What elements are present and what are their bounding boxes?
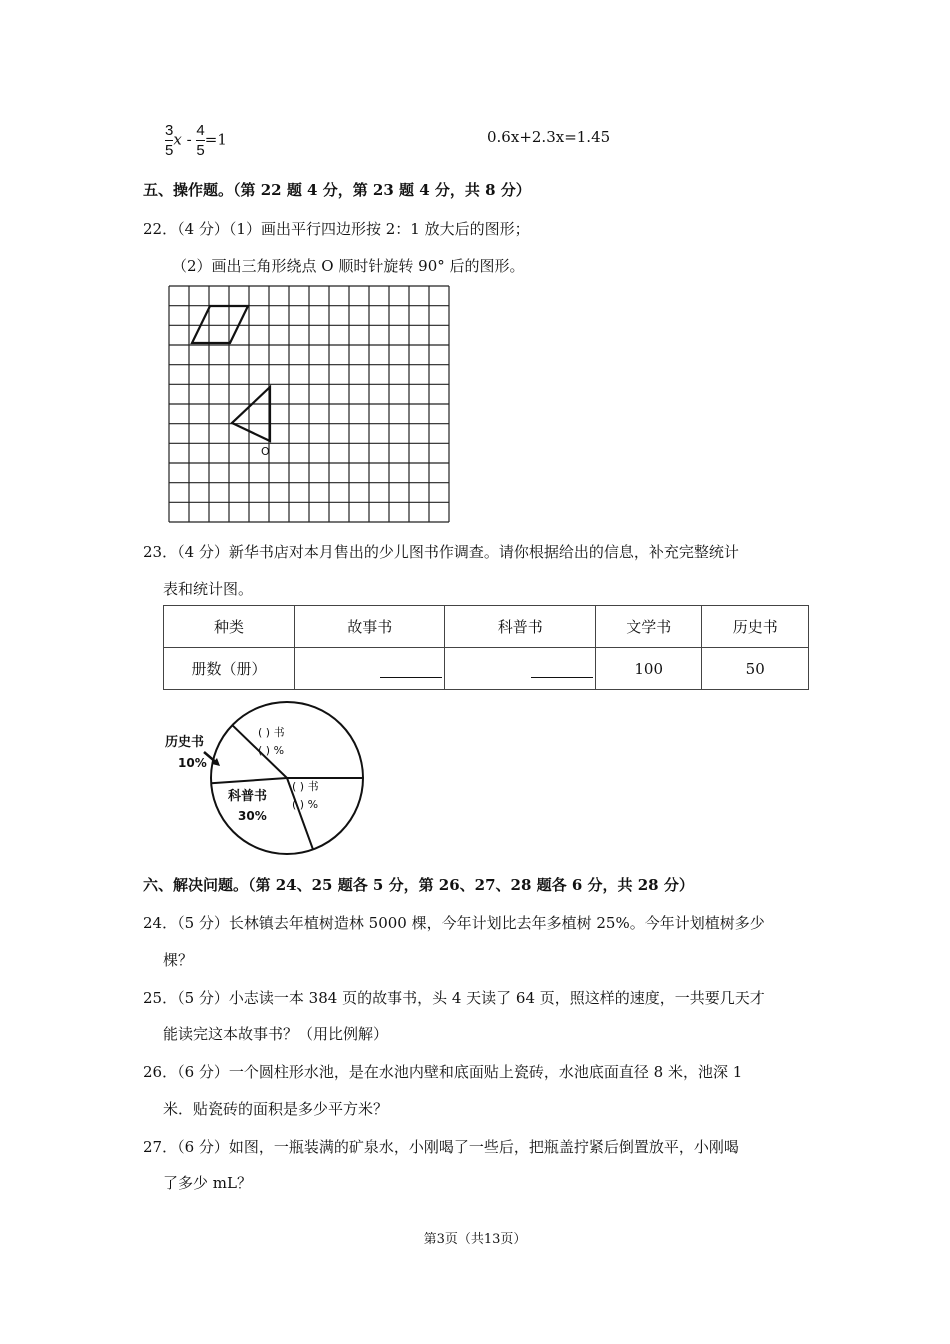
variable-x: x <box>173 130 182 149</box>
grid-lines <box>169 286 449 522</box>
point-o-label: O <box>261 445 270 458</box>
q24-line1: 24．（5 分）长林镇去年植树造林 5000 棵，今年计划比去年多植树 25%。今年计划植树多少 <box>143 914 765 932</box>
equation-rhs: =1 <box>204 130 227 149</box>
fraction-4-5 <box>196 122 204 159</box>
answer-blank[interactable] <box>531 661 593 678</box>
cell-literature: 100 <box>595 648 702 690</box>
cell-science-blank[interactable] <box>445 648 595 690</box>
header-story: 故事书 <box>295 606 445 648</box>
q23-line1: 23．（4 分）新华书店对本月售出的少儿图书作调查。请你根据给出的信息，补充完整统计 <box>143 543 739 561</box>
grid-figure <box>168 285 450 525</box>
history-pct: 10% <box>178 756 207 770</box>
q22-line1: 22．（4 分）（1）画出平行四边形按 2：1 放大后的图形； <box>143 220 530 238</box>
pie-divider-history-bottom <box>211 778 287 783</box>
numerator: 4 <box>196 122 205 139</box>
slice-b-line1: ( ) 书 <box>292 780 319 793</box>
q23-line2: 表和统计图。 <box>163 580 254 598</box>
q26-line1: 26．（6 分）一个圆柱形水池，是在水池内壁和底面贴上瓷砖，水池底面直径 8 米，池深 1 <box>143 1063 743 1081</box>
table-data-row <box>164 648 809 690</box>
science-pct: 30% <box>238 809 267 823</box>
parallelogram-shape <box>192 306 248 343</box>
header-science: 科普书 <box>445 606 595 648</box>
table-header-row <box>164 606 809 648</box>
q22-line2: （2）画出三角形绕点 O 顺时针旋转 90° 后的图形。 <box>172 257 525 275</box>
section-5-title: 五、操作题。（第 22 题 4 分，第 23 题 4 分，共 8 分） <box>143 181 531 199</box>
q25-line1: 25．（5 分）小志读一本 384 页的故事书，头 4 天读了 64 页，照这样的速度，一共要几天才 <box>143 989 765 1007</box>
page-footer: 第3页（共13页） <box>423 1232 527 1247</box>
cell-story-blank[interactable] <box>295 648 445 690</box>
denominator: 5 <box>196 142 205 159</box>
pie-chart <box>160 698 365 858</box>
science-label: 科普书 <box>228 789 268 804</box>
slice-b-line2: ( ) % <box>292 798 319 811</box>
book-stats-table <box>163 605 809 690</box>
slice-a-line1: ( ) 书 <box>258 726 285 739</box>
history-label: 历史书 <box>165 735 205 750</box>
denominator: 5 <box>165 142 174 159</box>
numerator: 3 <box>165 122 174 139</box>
triangle-shape <box>232 387 270 441</box>
slice-a-line2: ( ) % <box>258 744 285 757</box>
header-category: 种类 <box>164 606 295 648</box>
q27-line2: 了多少 mL？ <box>163 1174 252 1192</box>
header-history: 历史书 <box>702 606 809 648</box>
equation-1 <box>165 122 227 159</box>
minus-op: - <box>181 130 197 149</box>
cell-history: 50 <box>702 648 809 690</box>
q24-line2: 棵？ <box>163 951 194 969</box>
equation-2: 0.6x+2.3x=1.45 <box>487 128 611 146</box>
q26-line2: 米．贴瓷砖的面积是多少平方米？ <box>163 1100 389 1118</box>
header-literature: 文学书 <box>595 606 702 648</box>
answer-blank[interactable] <box>380 661 442 678</box>
row-label: 册数（册） <box>164 648 295 690</box>
q25-line2: 能读完这本故事书？（用比例解） <box>163 1025 389 1043</box>
section-6-title: 六、解决问题。（第 24、25 题各 5 分，第 26、27、28 题各 6 分，共 28 分） <box>143 876 694 894</box>
q27-line1: 27．（6 分）如图，一瓶装满的矿泉水，小刚喝了一些后，把瓶盖拧紧后倒置放平，小刚喝 <box>143 1138 739 1156</box>
